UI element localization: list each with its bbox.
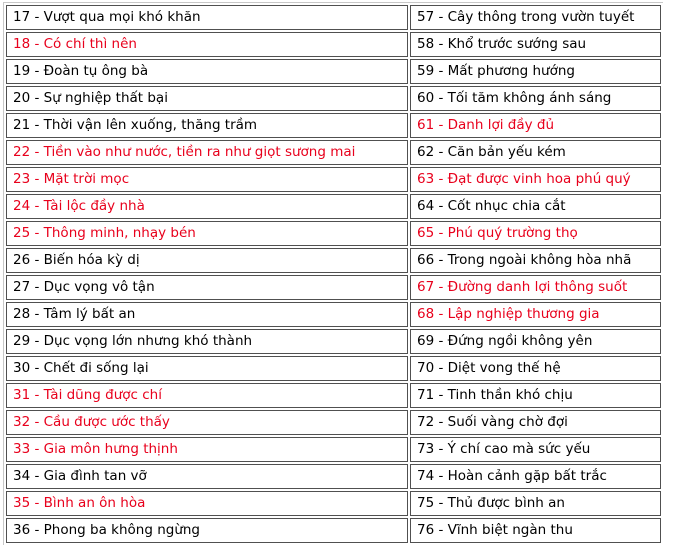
table-cell-left: 18 - Có chí thì nên — [6, 32, 408, 57]
table-cell-right: 72 - Suối vàng chờ đợi — [410, 410, 661, 435]
table-cell-left: 28 - Tâm lý bất an — [6, 302, 408, 327]
table-cell-right: 69 - Đứng ngồi không yên — [410, 329, 661, 354]
table-row — [6, 491, 661, 516]
table-row — [6, 86, 661, 111]
table-cell-left: 26 - Biến hóa kỳ dị — [6, 248, 408, 273]
table-row — [6, 410, 661, 435]
table-cell-right: 60 - Tối tăm không ánh sáng — [410, 86, 661, 111]
table-cell-left: 31 - Tài dũng được chí — [6, 383, 408, 408]
table-cell-left: 27 - Dục vọng vô tận — [6, 275, 408, 300]
table-cell-left: 25 - Thông minh, nhạy bén — [6, 221, 408, 246]
table-row — [6, 32, 661, 57]
table-row — [6, 140, 661, 165]
meaning-table — [3, 2, 663, 545]
table-row — [6, 194, 661, 219]
table-cell-left: 30 - Chết đi sống lại — [6, 356, 408, 381]
table-cell-right: 64 - Cốt nhục chia cắt — [410, 194, 661, 219]
table-cell-right: 57 - Cây thông trong vườn tuyết — [410, 5, 661, 30]
table-row — [6, 383, 661, 408]
table-row — [6, 275, 661, 300]
table-cell-right: 61 - Danh lợi đầy đủ — [410, 113, 661, 138]
table-cell-left: 20 - Sự nghiệp thất bại — [6, 86, 408, 111]
table-cell-left: 21 - Thời vận lên xuống, thăng trầm — [6, 113, 408, 138]
table-cell-right: 70 - Diệt vong thế hệ — [410, 356, 661, 381]
table-cell-right: 62 - Căn bản yếu kém — [410, 140, 661, 165]
table-row — [6, 5, 661, 30]
table-cell-right: 63 - Đạt được vinh hoa phú quý — [410, 167, 661, 192]
table-cell-right: 68 - Lập nghiệp thương gia — [410, 302, 661, 327]
table-cell-left: 34 - Gia đình tan vỡ — [6, 464, 408, 489]
table-cell-left: 22 - Tiền vào như nước, tiền ra như giọt sương mai — [6, 140, 408, 165]
table-cell-right: 67 - Đường danh lợi thông suốt — [410, 275, 661, 300]
table-row — [6, 464, 661, 489]
table-row — [6, 167, 661, 192]
table-cell-right: 74 - Hoàn cảnh gặp bất trắc — [410, 464, 661, 489]
table-cell-right: 66 - Trong ngoài không hòa nhã — [410, 248, 661, 273]
meaning-table-body — [6, 5, 661, 543]
table-cell-left: 23 - Mặt trời mọc — [6, 167, 408, 192]
table-row — [6, 302, 661, 327]
table-cell-left: 33 - Gia môn hưng thịnh — [6, 437, 408, 462]
table-row — [6, 221, 661, 246]
table-row — [6, 59, 661, 84]
table-cell-left: 24 - Tài lộc đầy nhà — [6, 194, 408, 219]
table-row — [6, 329, 661, 354]
table-row — [6, 113, 661, 138]
table-cell-right: 65 - Phú quý trường thọ — [410, 221, 661, 246]
table-cell-right: 71 - Tinh thần khó chịu — [410, 383, 661, 408]
table-cell-left: 29 - Dục vọng lớn nhưng khó thành — [6, 329, 408, 354]
table-row — [6, 248, 661, 273]
table-cell-right: 76 - Vĩnh biệt ngàn thu — [410, 518, 661, 543]
table-cell-right: 73 - Ý chí cao mà sức yếu — [410, 437, 661, 462]
table-cell-right: 75 - Thủ được bình an — [410, 491, 661, 516]
table-cell-right: 59 - Mất phương hướng — [410, 59, 661, 84]
table-row — [6, 437, 661, 462]
table-cell-left: 36 - Phong ba không ngừng — [6, 518, 408, 543]
table-row — [6, 356, 661, 381]
table-cell-right: 58 - Khổ trước sướng sau — [410, 32, 661, 57]
table-cell-left: 35 - Bình an ôn hòa — [6, 491, 408, 516]
table-cell-left: 19 - Đoàn tụ ông bà — [6, 59, 408, 84]
table-cell-left: 32 - Cầu được ước thấy — [6, 410, 408, 435]
table-cell-left: 17 - Vượt qua mọi khó khăn — [6, 5, 408, 30]
table-row — [6, 518, 661, 543]
